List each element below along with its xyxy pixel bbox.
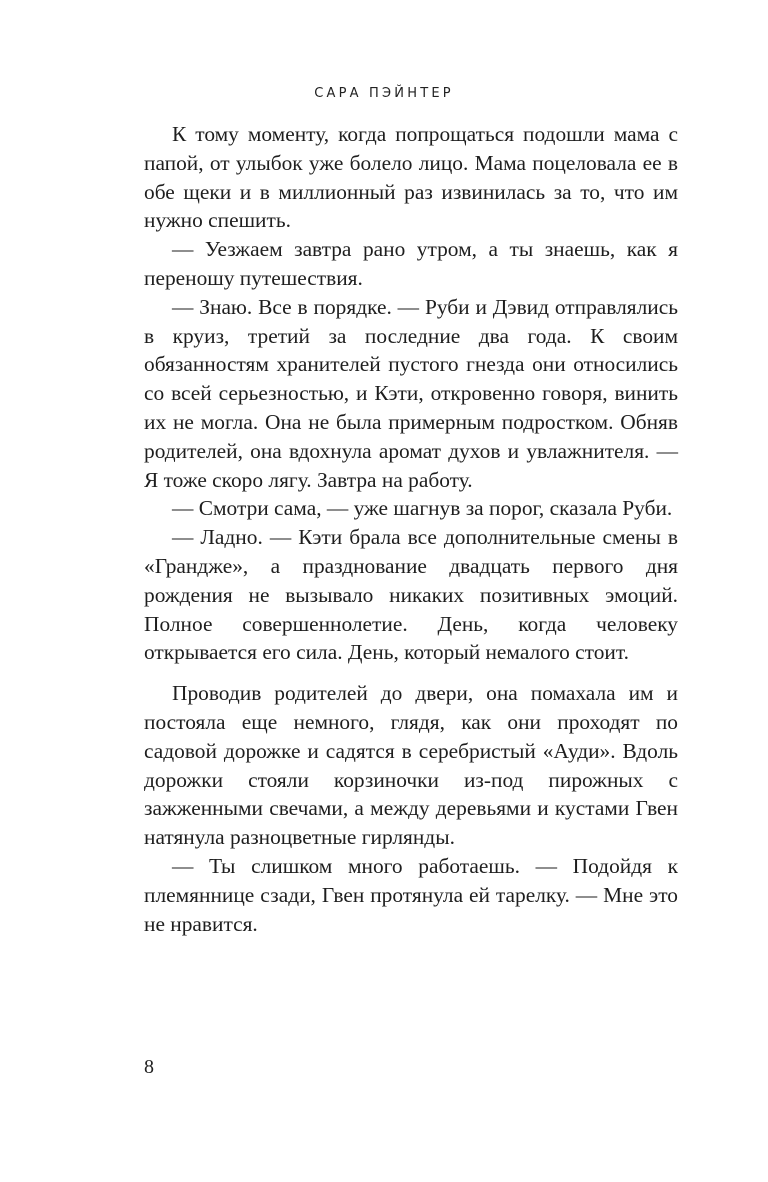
paragraph-1: К тому моменту, когда попрощаться подошли мама с папой, от улыбок уже болело лицо. Мама поцеловала ее в обе щеки и в миллионный раз извинилась за то, что им нужно спешить. (144, 122, 678, 233)
paragraph-4: — Смотри сама, — уже шагнув за порог, сказала Руби. (172, 496, 673, 521)
body-text (144, 120, 678, 938)
paragraph-5: — Ладно. — Кэти брала все дополнительные смены в «Грандже», а празднование двадцать первого дня рождения не вызывало никаких позитивных эмоций. Полное совершеннолетие. День, когда человеку открывается его сила. День, который немалого стоит. (144, 525, 678, 665)
page-number: 8 (144, 1056, 154, 1078)
running-head: САРА ПЭЙНТЕР (314, 86, 454, 101)
paragraph-6: Проводив родителей до двери, она помахала им и постояла еще немного, глядя, как они проходят по садовой дорожке и садятся в серебристый «Ауди». Вдоль дорожки стояли корзиночки из-под пирожных с зажженными свечами, а между деревьями и кустами Гвен натянула разноцветные гирлянды. (144, 681, 678, 850)
paragraph-2: — Уезжаем завтра рано утром, а ты знаешь, как я переношу путешествия. (144, 237, 678, 290)
paragraph-7: — Ты слишком много работаешь. — Подойдя к племяннице сзади, Гвен протянула ей тарелку. — Мне это не нравится. (144, 853, 678, 936)
paragraph-3: — Знаю. Все в порядке. — Руби и Дэвид отправлялись в круиз, третий за последние два года. К своим обязанностям хранителей пустого гнезда они относились со всей серьезностью, и Кэти, откровенно говоря, винить их не могла. Она не была примерным подростком. Обняв родителей, она вдохнула аромат духов и увлажнителя. — Я тоже скоро лягу. Завтра на работу. (144, 294, 678, 492)
